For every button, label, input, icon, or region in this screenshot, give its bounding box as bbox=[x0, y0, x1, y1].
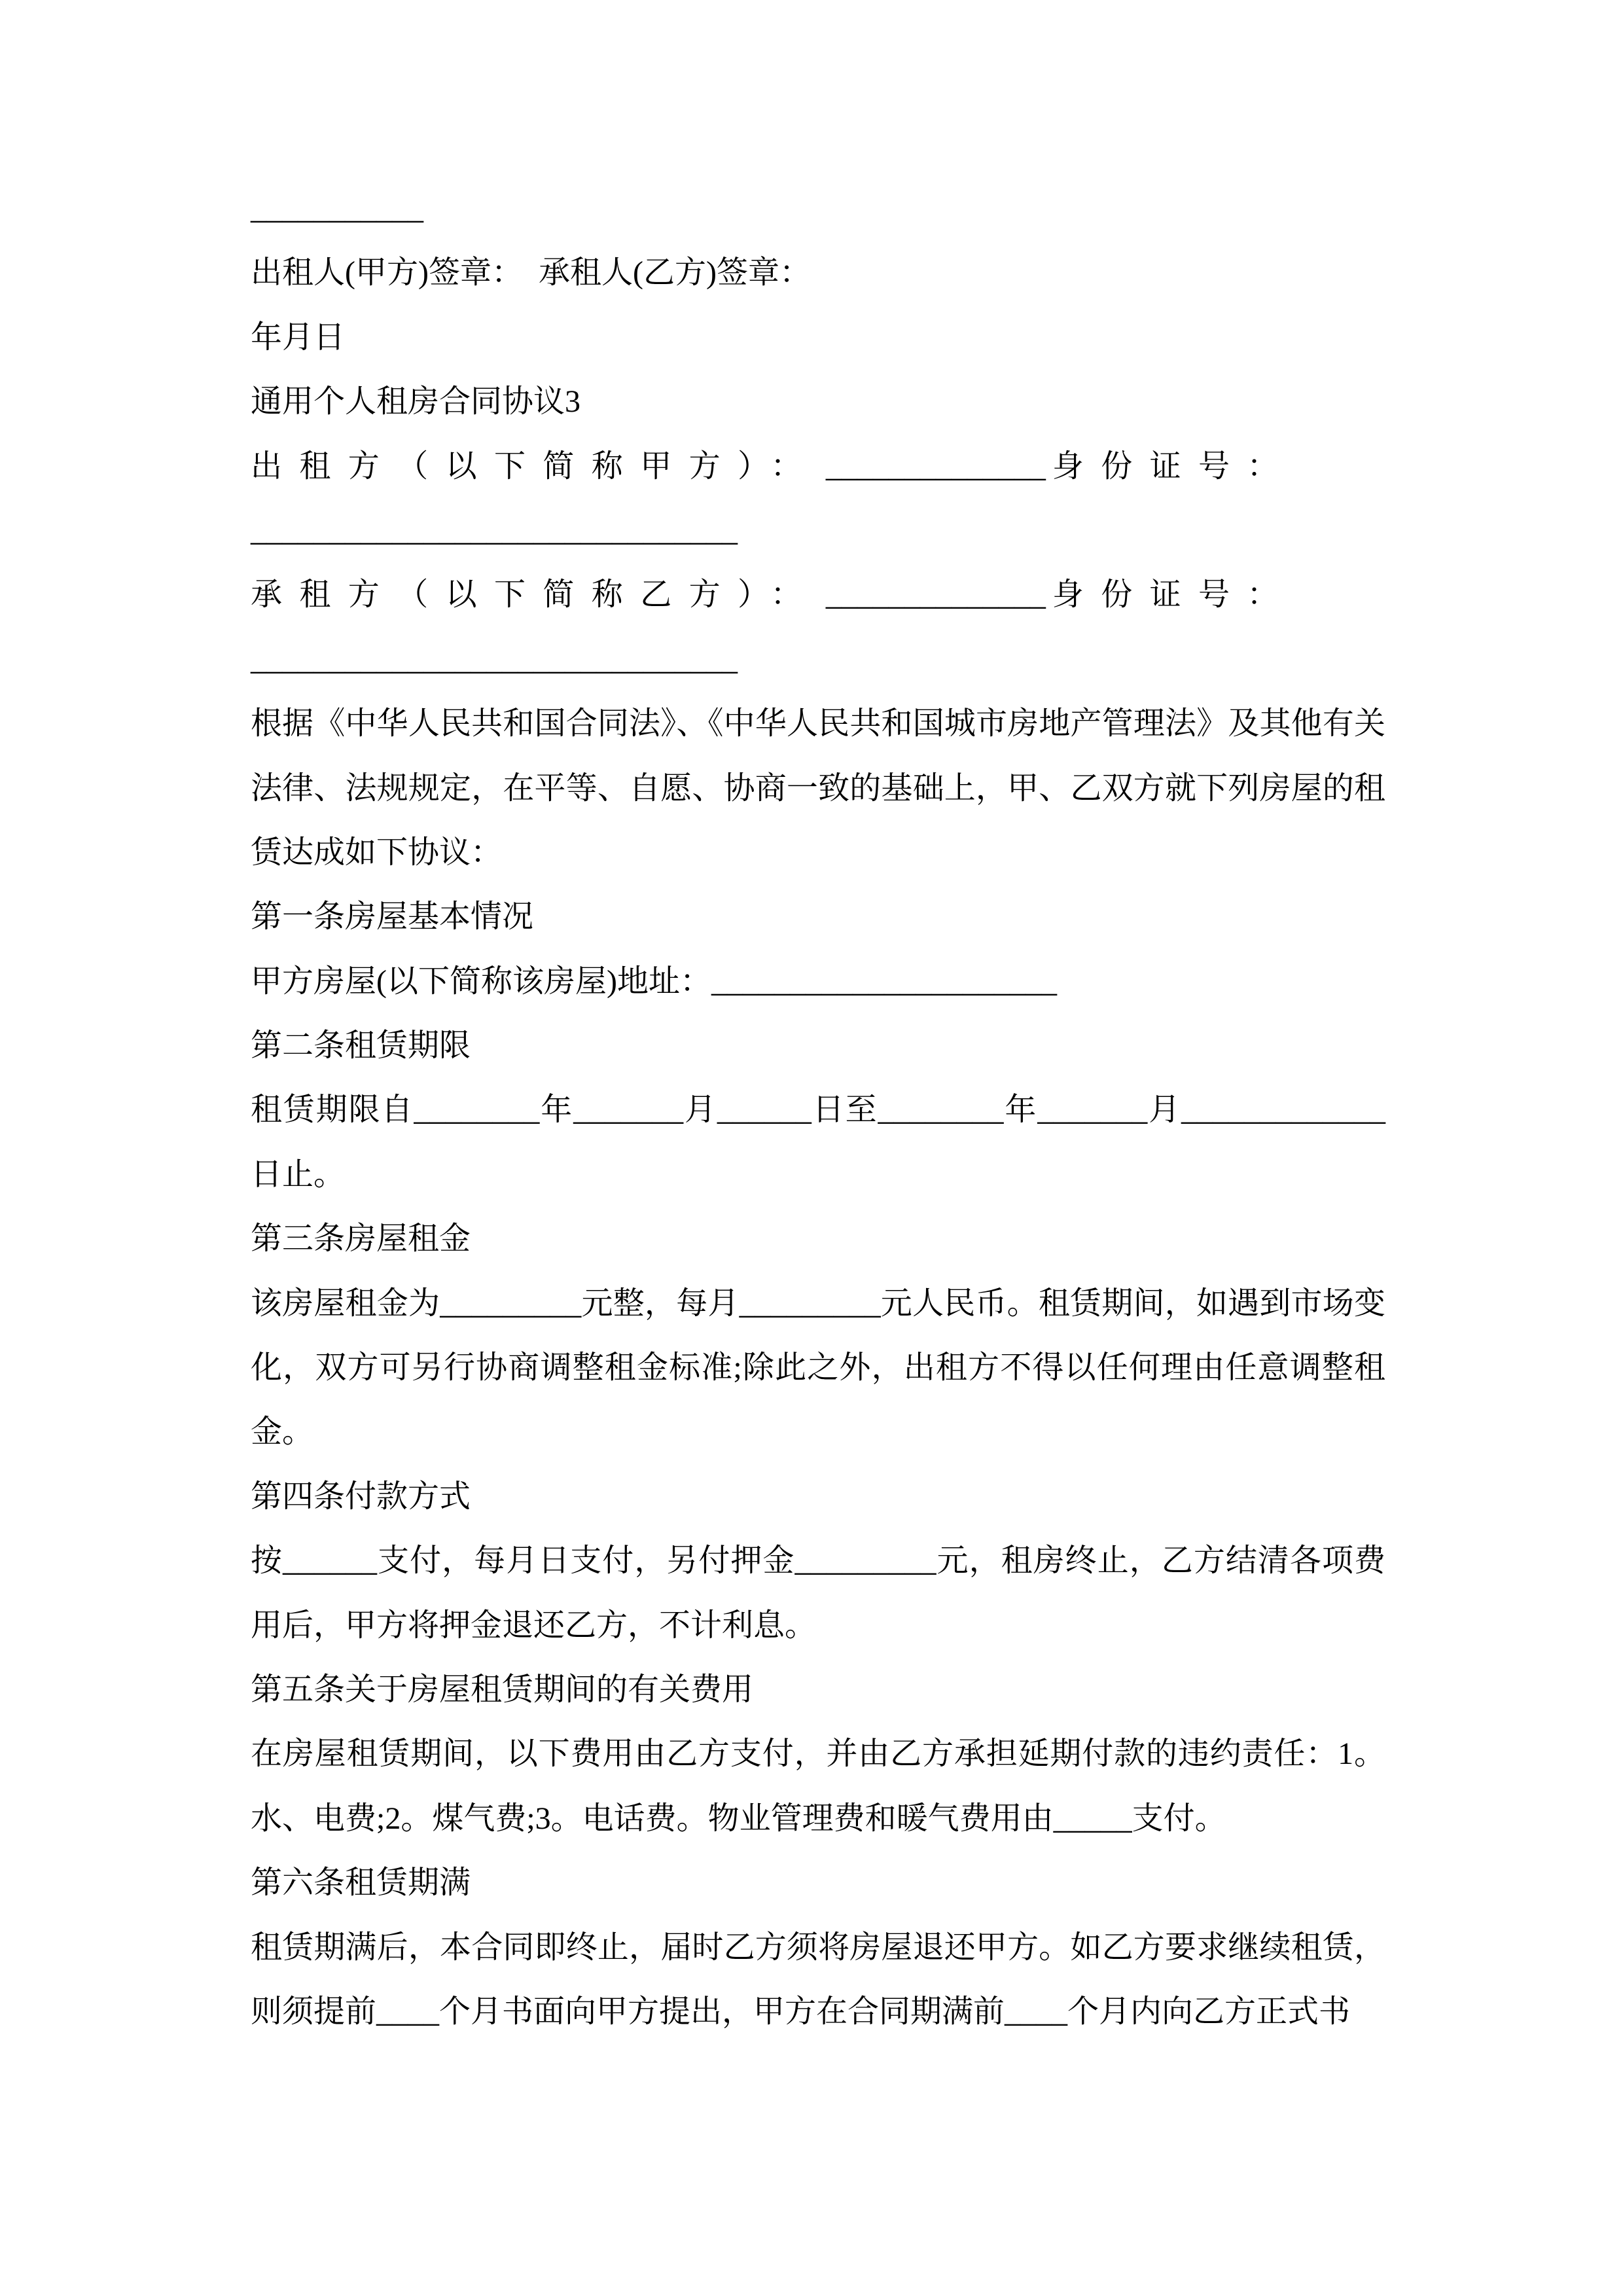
clause5-body: 在房屋租赁期间，以下费用由乙方支付，并由乙方承担延期付款的违约责任：1。水、电费;2。煤气费;3。电话费。物业管理费和暖气费用由_____支付。 bbox=[251, 1736, 1385, 1836]
lessor-name-blank: ______________ bbox=[825, 448, 1046, 484]
clause1-body: 甲方房屋(以下简称该房屋)地址：______________________ bbox=[251, 963, 1057, 999]
preamble: 根据《中华人民共和国合同法》、《中华人民共和国城市房地产管理法》及其他有关法律、法规规定，在平等、自愿、协商一致的基础上，甲、乙双方就下列房屋的租赁达成如下协议： bbox=[251, 706, 1385, 870]
lessee-label: 承租方（以下简称乙方）： bbox=[251, 577, 819, 613]
lessee-id-rule: _______________________________ bbox=[251, 641, 738, 677]
lessee-id-label: 身份证号： bbox=[1052, 577, 1296, 613]
lessor-line bbox=[251, 435, 1385, 499]
contract-title: 通用个人租房合同协议3 bbox=[251, 384, 581, 420]
clause2-heading: 第二条租赁期限 bbox=[251, 1028, 471, 1064]
clause5-heading: 第五条关于房屋租赁期间的有关费用 bbox=[251, 1672, 754, 1707]
clause2-body: 租赁期限自________年_______月______日至________年_______月_____________日止。 bbox=[251, 1092, 1385, 1192]
clause3-heading: 第三条房屋租金 bbox=[251, 1221, 471, 1257]
signature-line: 出租人(甲方)签章： 承租人(乙方)签章： bbox=[251, 255, 811, 291]
clause1-heading: 第一条房屋基本情况 bbox=[251, 899, 534, 935]
clause4-heading: 第四条付款方式 bbox=[251, 1479, 471, 1514]
clause6-body: 租赁期满后，本合同即终止，届时乙方须将房屋退还甲方。如乙方要求继续租赁，则须提前____个月书面向甲方提出，甲方在合同期满前____个月内向乙方正式书 bbox=[251, 1929, 1385, 2029]
lessee-line bbox=[251, 563, 1385, 627]
lessor-id-label: 身份证号： bbox=[1052, 448, 1296, 484]
lessor-label: 出租方（以下简称甲方）： bbox=[251, 448, 819, 484]
date-line: 年月日 bbox=[251, 319, 346, 355]
clause3-body: 该房屋租金为_________元整，每月_________元人民币。租赁期间，如遇到市场变化，双方可另行协商调整租金标准;除此之外，出租方不得以任何理由任意调整租金。 bbox=[251, 1285, 1385, 1450]
top-rule: ___________ bbox=[251, 191, 423, 226]
clause6-heading: 第六条租赁期满 bbox=[251, 1865, 471, 1901]
clause4-body: 按______支付，每月日支付，另付押金_________元，租房终止，乙方结清各项费用后，甲方将押金退还乙方，不计利息。 bbox=[251, 1543, 1385, 1643]
lessor-id-rule: _______________________________ bbox=[251, 512, 738, 548]
lessee-name-blank: ______________ bbox=[825, 577, 1046, 613]
